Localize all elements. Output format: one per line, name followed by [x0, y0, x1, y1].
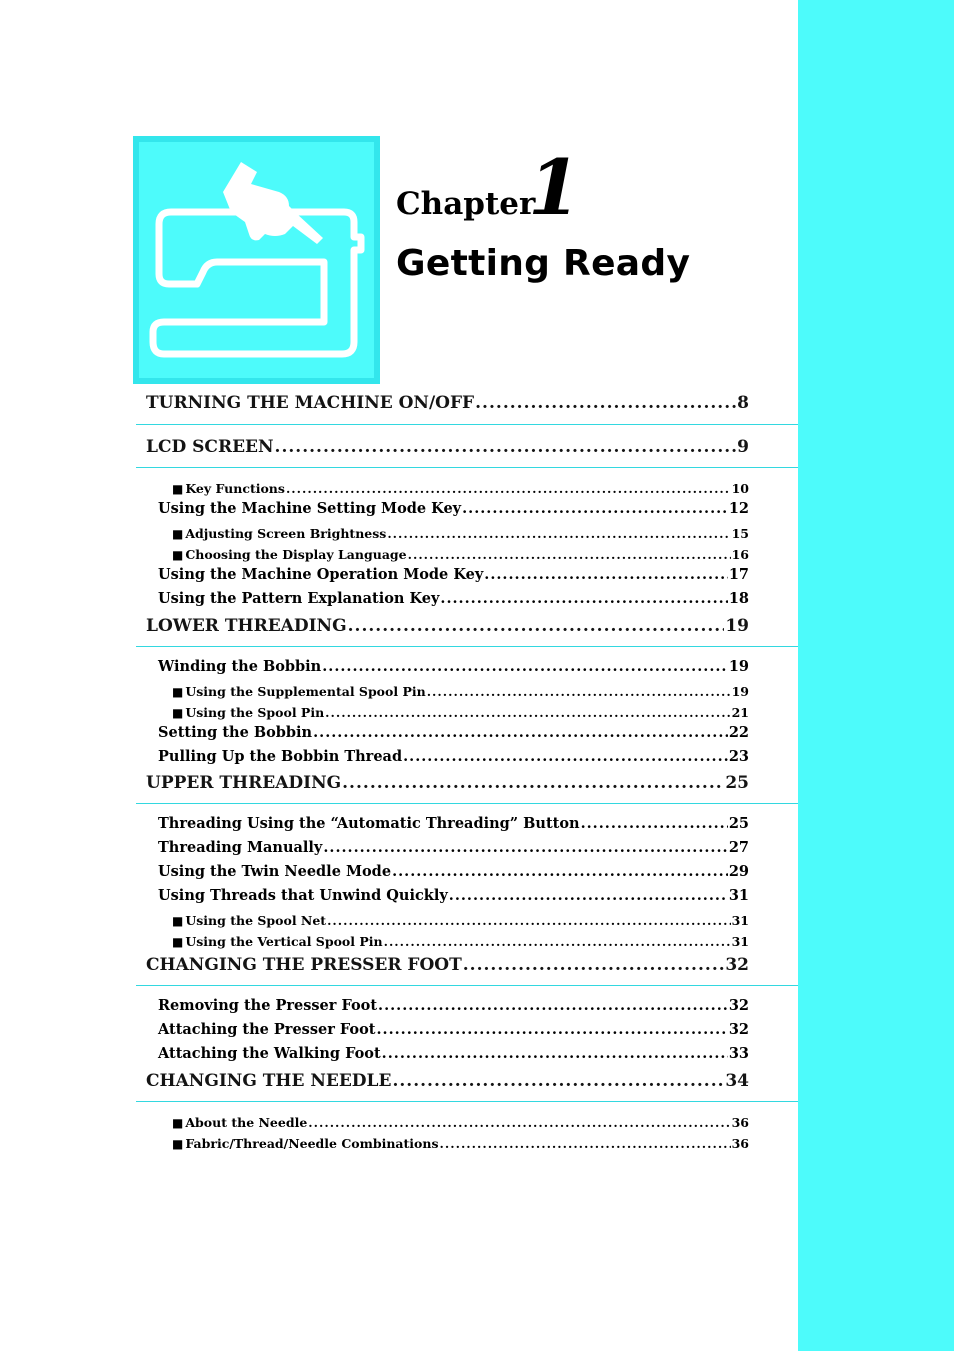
toc-page-number: 22 — [728, 724, 749, 741]
toc-page-number: 32 — [725, 955, 749, 975]
toc-entry[interactable] — [158, 815, 749, 832]
toc-page-number: 32 — [728, 997, 749, 1014]
sewing-machine-hand-icon — [139, 142, 374, 378]
toc-page-number: 23 — [728, 748, 749, 765]
toc-entry[interactable] — [172, 705, 749, 720]
toc-entry-title: About the Needle — [185, 1115, 308, 1130]
toc-entry[interactable] — [172, 934, 749, 949]
dot-leader — [462, 500, 728, 517]
chapter-number: 1 — [528, 143, 581, 232]
dot-leader — [581, 815, 728, 832]
toc-page-number: 31 — [731, 934, 749, 949]
toc-entry-title: Threading Using the “Automatic Threading” Button — [158, 815, 580, 832]
toc-page-number: 25 — [725, 773, 749, 793]
dot-leader — [392, 863, 728, 880]
dot-leader — [275, 437, 737, 457]
bullet-square-icon: ■ — [172, 527, 184, 541]
toc-page-number: 18 — [728, 590, 749, 607]
toc-page-number: 36 — [731, 1136, 749, 1151]
section-divider — [136, 467, 798, 468]
dot-leader — [387, 526, 730, 541]
dot-leader — [286, 481, 731, 496]
toc-entry-title: Threading Manually — [158, 839, 323, 856]
toc-entry-title: LOWER THREADING — [146, 616, 347, 636]
toc-entry-title: Using Threads that Unwind Quickly — [158, 887, 448, 904]
dot-leader — [463, 955, 725, 975]
toc-section[interactable] — [146, 616, 749, 636]
toc-entry-title: UPPER THREADING — [146, 773, 342, 793]
toc-page-number: 36 — [731, 1115, 749, 1130]
toc-page-number: 34 — [725, 1071, 749, 1091]
toc-entry-title: Using the Machine Setting Mode Key — [158, 500, 462, 517]
toc-entry[interactable] — [158, 590, 749, 607]
toc-entry-title: Choosing the Display Language — [185, 547, 407, 562]
bullet-square-icon: ■ — [172, 1116, 184, 1130]
toc-section[interactable] — [146, 955, 749, 975]
toc-entry-title: Pulling Up the Bobbin Thread — [158, 748, 403, 765]
toc-entry[interactable] — [172, 1136, 749, 1151]
toc-entry[interactable] — [172, 913, 749, 928]
toc-page-number: 19 — [731, 684, 749, 699]
toc-entry-title: Using the Pattern Explanation Key — [158, 590, 440, 607]
toc-entry[interactable] — [158, 658, 749, 675]
chapter-label: Chapter — [396, 186, 536, 222]
toc-entry[interactable] — [158, 997, 749, 1014]
toc-page-number: 31 — [731, 913, 749, 928]
dot-leader — [427, 684, 731, 699]
toc-entry-title: Adjusting Screen Brightness — [185, 526, 387, 541]
toc-entry[interactable] — [158, 839, 749, 856]
dot-leader — [440, 590, 727, 607]
dot-leader — [327, 913, 731, 928]
toc-page-number: 25 — [728, 815, 749, 832]
toc-page-number: 10 — [731, 481, 749, 496]
toc-page-number: 9 — [737, 437, 749, 457]
toc-section[interactable] — [146, 773, 749, 793]
dot-leader — [313, 724, 728, 741]
toc-entry[interactable] — [172, 481, 749, 496]
bullet-square-icon: ■ — [172, 548, 184, 562]
dot-leader — [449, 887, 728, 904]
toc-entry-title: Attaching the Walking Foot — [158, 1045, 381, 1062]
toc-entry[interactable] — [172, 684, 749, 699]
section-divider — [136, 1101, 798, 1102]
toc-entry-title: Winding the Bobbin — [158, 658, 322, 675]
toc-entry[interactable] — [158, 887, 749, 904]
toc-entry-title: Attaching the Presser Foot — [158, 1021, 376, 1038]
dot-leader — [325, 705, 730, 720]
toc-page-number: 17 — [728, 566, 749, 583]
toc-page-number: 16 — [731, 547, 749, 562]
toc-entry-title: Using the Twin Needle Mode — [158, 863, 392, 880]
side-color-bar — [798, 0, 954, 1351]
toc-page-number: 29 — [728, 863, 749, 880]
dot-leader — [403, 748, 728, 765]
toc-entry-title: CHANGING THE NEEDLE — [146, 1071, 392, 1091]
section-divider — [136, 646, 798, 647]
dot-leader — [484, 566, 728, 583]
toc-entry-title: Using the Machine Operation Mode Key — [158, 566, 484, 583]
dot-leader — [376, 1021, 727, 1038]
dot-leader — [382, 1045, 728, 1062]
dot-leader — [322, 658, 728, 675]
toc-page-number: 32 — [728, 1021, 749, 1038]
toc-entry[interactable] — [172, 1115, 749, 1130]
dot-leader — [342, 773, 724, 793]
toc-section[interactable] — [146, 437, 749, 457]
toc-page-number: 33 — [728, 1045, 749, 1062]
bullet-square-icon: ■ — [172, 935, 184, 949]
toc-entry-title: CHANGING THE PRESSER FOOT — [146, 955, 462, 975]
chapter-title: Getting Ready — [396, 243, 691, 284]
toc-entry-title: LCD SCREEN — [146, 437, 274, 457]
dot-leader — [384, 934, 731, 949]
toc-entry[interactable] — [172, 526, 749, 541]
toc-entry[interactable] — [172, 547, 749, 562]
dot-leader — [348, 616, 725, 636]
dot-leader — [408, 547, 731, 562]
toc-entry-title: Using the Vertical Spool Pin — [185, 934, 383, 949]
bullet-square-icon: ■ — [172, 706, 184, 720]
toc-page-number: 12 — [728, 500, 749, 517]
toc-entry-title: Key Functions — [185, 481, 285, 496]
toc-entry-title: Using the Spool Net — [185, 913, 327, 928]
toc-entry-title: TURNING THE MACHINE ON/OFF — [146, 393, 475, 413]
dot-leader — [475, 393, 736, 413]
toc-entry[interactable] — [158, 500, 749, 517]
toc-entry-title: Fabric/Thread/Needle Combinations — [185, 1136, 439, 1151]
dot-leader — [392, 1071, 724, 1091]
section-divider — [136, 803, 798, 804]
toc-page-number: 19 — [728, 658, 749, 675]
dot-leader — [378, 997, 728, 1014]
toc-entry[interactable] — [158, 1021, 749, 1038]
toc-entry[interactable] — [158, 863, 749, 880]
toc-entry[interactable] — [158, 566, 749, 583]
toc-page-number: 8 — [737, 393, 749, 413]
section-divider — [136, 985, 798, 986]
bullet-square-icon: ■ — [172, 482, 184, 496]
section-divider — [136, 424, 798, 425]
toc-page-number: 19 — [725, 616, 749, 636]
toc-entry[interactable] — [158, 724, 749, 741]
toc-entry-title: Using the Supplemental Spool Pin — [185, 684, 426, 699]
toc-entry[interactable] — [158, 748, 749, 765]
chapter-icon-box — [133, 136, 380, 384]
toc-section[interactable] — [146, 393, 749, 413]
toc-page-number: 31 — [728, 887, 749, 904]
bullet-square-icon: ■ — [172, 685, 184, 699]
toc-page-number: 15 — [731, 526, 749, 541]
dot-leader — [440, 1136, 731, 1151]
bullet-square-icon: ■ — [172, 1137, 184, 1151]
dot-leader — [308, 1115, 730, 1130]
toc-entry[interactable] — [158, 1045, 749, 1062]
toc-entry-title: Setting the Bobbin — [158, 724, 313, 741]
toc-entry-title: Removing the Presser Foot — [158, 997, 378, 1014]
toc-entry-title: Using the Spool Pin — [185, 705, 325, 720]
toc-section[interactable] — [146, 1071, 749, 1091]
toc-page-number: 21 — [731, 705, 749, 720]
bullet-square-icon: ■ — [172, 914, 184, 928]
toc-page-number: 27 — [728, 839, 749, 856]
dot-leader — [323, 839, 727, 856]
